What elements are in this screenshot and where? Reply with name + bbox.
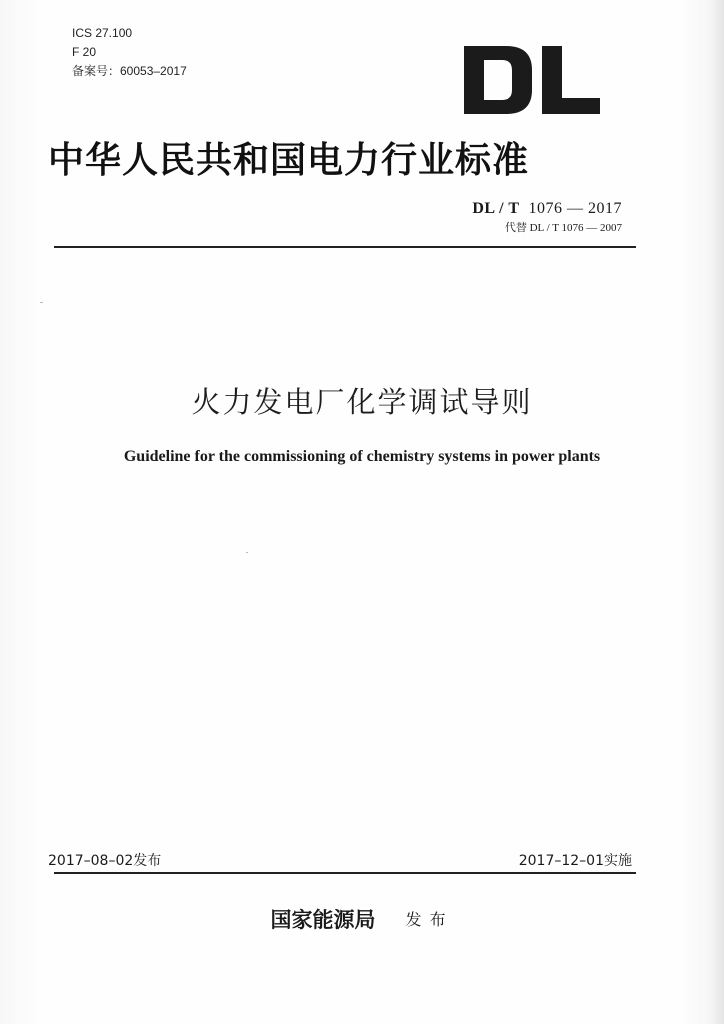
top-divider [54, 246, 636, 248]
document-title-english: Guideline for the commissioning of chemistry systems in power plants [123, 448, 601, 465]
scan-speck [246, 552, 248, 553]
record-number: 备案号：60053–2017 [72, 64, 187, 78]
standard-prefix: DL / T [472, 200, 520, 217]
issuer-action: 发布 [405, 910, 454, 929]
dl-logo-icon [462, 44, 602, 116]
standard-number-block [472, 200, 622, 235]
replaces-standard: 代替 DL / T 1076 — 2007 [504, 222, 622, 234]
issue-date: 2017–08–02发布 [48, 853, 162, 869]
metadata-block [72, 24, 187, 81]
issuer-line [0, 904, 724, 934]
issuer-name: 国家能源局 [270, 907, 376, 932]
industry-standard-heading: 中华人民共和国电力行业标准 [48, 139, 530, 181]
standard-number [472, 200, 622, 218]
bottom-divider [54, 872, 636, 874]
dl-logo [462, 44, 602, 116]
document-title-chinese: 火力发电厂化学调试导则 [191, 385, 533, 419]
classification-code: F 20 [72, 45, 97, 59]
scan-edge-shadow [710, 0, 724, 1024]
scan-speck [40, 302, 43, 303]
ics-code: ICS 27.100 [72, 26, 133, 40]
effective-date: 2017–12–01实施 [518, 853, 632, 869]
standard-code: 1076 — 2017 [528, 200, 622, 217]
